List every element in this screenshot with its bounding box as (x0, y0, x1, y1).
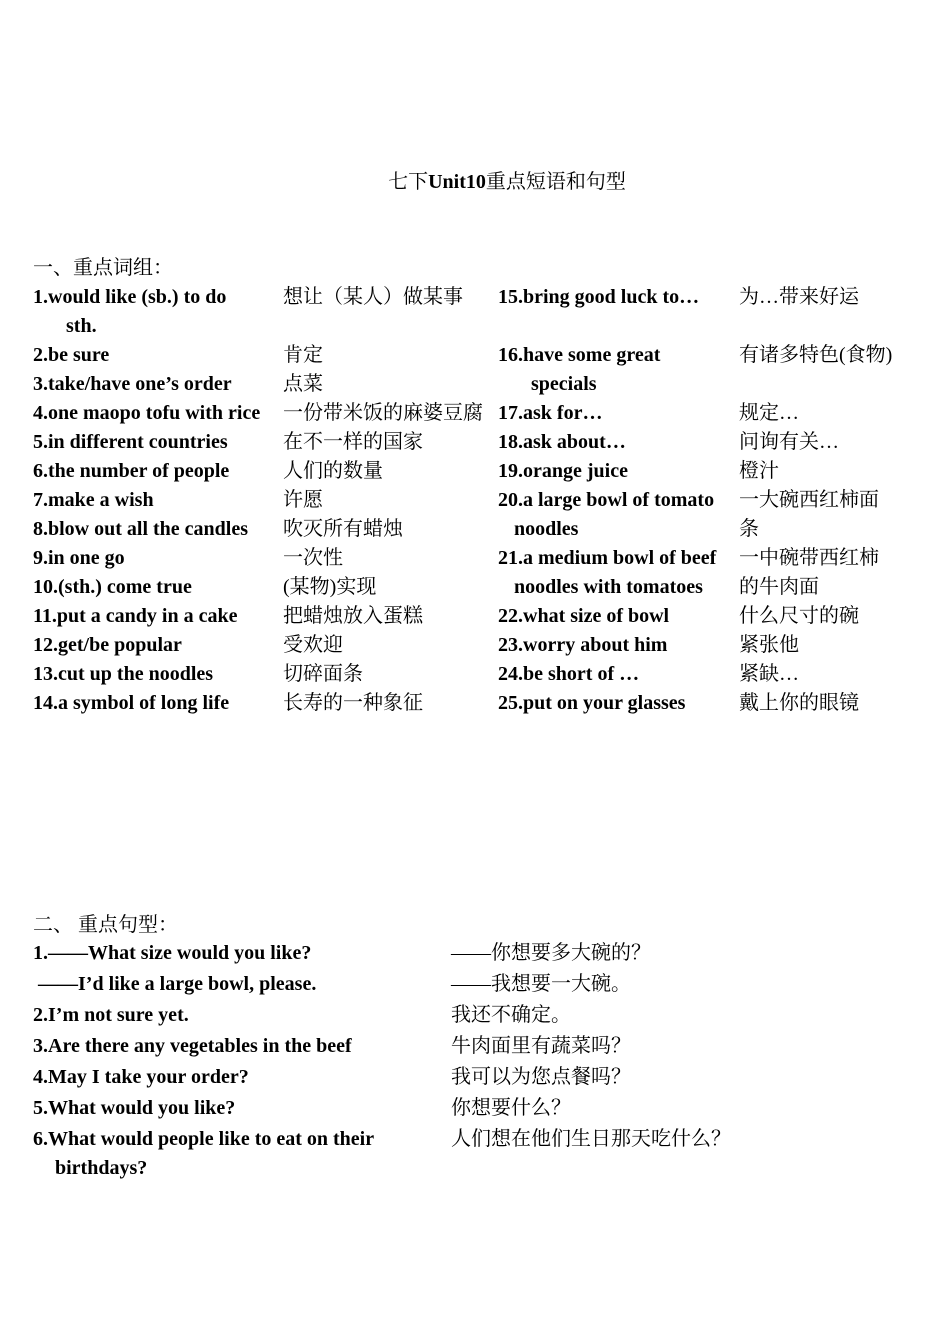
phrase-zh: 一份带米饭的麻婆豆腐 (283, 402, 483, 424)
phrase-en: noodles with tomatoes (514, 576, 703, 598)
phrase-zh: 为…带来好运 (739, 286, 859, 308)
phrase-zh: 紧张他 (739, 634, 799, 656)
phrase-en: noodles (514, 518, 579, 540)
phrase-en: 15.bring good luck to… (498, 286, 700, 308)
sentence-en: ——I’d like a large bowl, please. (38, 973, 317, 995)
phrase-zh: 问询有关… (739, 431, 839, 453)
sentence-zh: 牛肉面里有蔬菜吗？ (451, 1035, 631, 1057)
phrase-en: 12.get/be popular (33, 634, 182, 656)
phrase-zh: 许愿 (283, 489, 323, 511)
phrase-zh (739, 370, 913, 399)
sentence-zh: 你想要什么？ (451, 1097, 571, 1119)
phrase-zh: 条 (739, 518, 759, 540)
phrase-zh: 什么尺寸的碗 (739, 605, 859, 627)
phrase-en: 24.be short of … (498, 663, 640, 685)
title-unit: Unit10 (428, 171, 486, 193)
page-title (32, 168, 950, 197)
phrase-en: 4.one maopo tofu with rice (33, 402, 261, 424)
phrase-zh: 受欢迎 (283, 634, 343, 656)
sentence-zh: 我可以为您点餐吗？ (451, 1066, 631, 1088)
phrase-en: 16.have some great (498, 344, 661, 366)
phrase-en: 13.cut up the noodles (33, 663, 214, 685)
sentence-en: 3.Are there any vegetables in the beef (33, 1035, 352, 1057)
phrase-en: 21.a medium bowl of beef (498, 547, 717, 569)
phrase-zh: 规定… (739, 402, 799, 424)
phrase-en: 7.make a wish (33, 489, 154, 511)
phrase-zh: 点菜 (283, 373, 323, 395)
phrase-en: 8.blow out all the candles (33, 518, 249, 540)
phrase-zh: 紧缺… (739, 663, 799, 685)
phrase-zh: 人们的数量 (283, 460, 383, 482)
phrase-zh: 一大碗西红柿面 (739, 489, 879, 511)
sentence-zh: ——你想要多大碗的？ (451, 942, 651, 964)
phrase-table (33, 283, 913, 718)
phrase-zh: 吹灭所有蜡烛 (283, 518, 403, 540)
phrase-zh: 的牛肉面 (739, 576, 819, 598)
sentence-en: 4.May I take your order? (33, 1066, 249, 1088)
phrase-zh: 戴上你的眼镜 (739, 692, 859, 714)
phrase-zh: (某物)实现 (283, 576, 377, 598)
phrase-zh: 把蜡烛放入蛋糕 (283, 605, 423, 627)
phrase-zh: 长寿的一种象征 (283, 692, 423, 714)
phrase-zh: 切碎面条 (283, 663, 363, 685)
phrase-en: 18.ask about… (498, 431, 626, 453)
phrase-zh: 在不一样的国家 (283, 431, 423, 453)
phrase-en: 14.a symbol of long life (33, 692, 230, 714)
sentence-en: 6.What would people like to eat on their birthdays? (33, 1128, 374, 1179)
phrase-en: 9.in one go (33, 547, 125, 569)
phrase-en: 17.ask for… (498, 402, 603, 424)
sentence-zh: 我还不确定。 (451, 1004, 571, 1026)
phrase-zh: 肯定 (283, 344, 323, 366)
phrase-en: 20.a large bowl of tomato (498, 489, 715, 511)
title-prefix: 七下 (388, 171, 429, 193)
phrase-en: 19.orange juice (498, 460, 628, 482)
phrase-zh: 想让（某人）做某事 (283, 286, 463, 308)
sentence-en: 5.What would you like? (33, 1097, 236, 1119)
phrase-en: 23.worry about him (498, 634, 668, 656)
phrase-en: 25.put on your glasses (498, 692, 686, 714)
phrase-en: 1.would like (sb.) to do sth. (33, 286, 227, 337)
section1-heading: 一、重点词组： (33, 257, 173, 279)
phrase-en: specials (531, 373, 597, 395)
phrase-en: 22.what size of bowl (498, 605, 670, 627)
phrase-en: 5.in different countries (33, 431, 228, 453)
sentence-zh: 人们想在他们生日那天吃什么？ (451, 1128, 731, 1150)
sentence-zh: ——我想要一大碗。 (451, 973, 631, 995)
phrase-zh: 橙汁 (739, 460, 779, 482)
phrase-zh: 有诸多特色(食物) (739, 344, 893, 366)
phrase-en: 10.(sth.) come true (33, 576, 192, 598)
sentence-en: 1.——What size would you like? (33, 942, 312, 964)
sentence-table (33, 939, 913, 1185)
phrase-zh: 一次性 (283, 547, 343, 569)
section2-heading: 二、 重点句型： (33, 914, 178, 936)
phrase-en: 2.be sure (33, 344, 110, 366)
sentence-en: 2.I’m not sure yet. (33, 1004, 189, 1026)
phrase-en: 3.take/have one’s order (33, 373, 232, 395)
phrase-zh: 一中碗带西红柿 (739, 547, 879, 569)
title-suffix: 重点短语和句型 (485, 171, 626, 193)
phrase-en: 6.the number of people (33, 460, 230, 482)
phrase-en: 11.put a candy in a cake (33, 605, 238, 627)
